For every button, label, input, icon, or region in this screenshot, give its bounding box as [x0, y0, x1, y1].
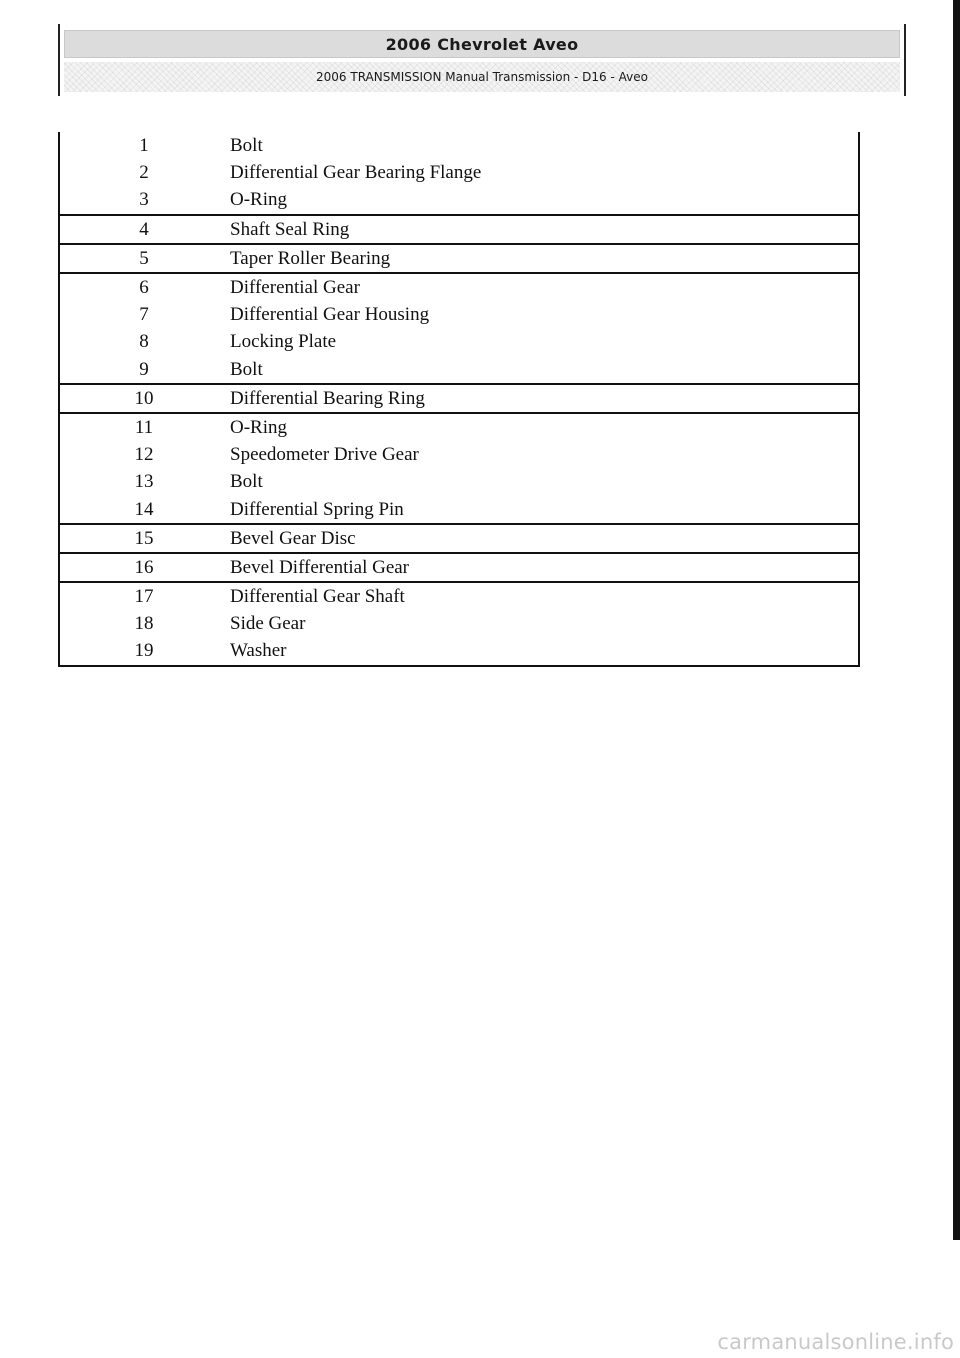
page-edge-rule — [953, 0, 960, 1240]
table-row — [59, 582, 859, 610]
part-number: 18 — [59, 610, 228, 637]
part-number: 3 — [59, 186, 228, 214]
table-row — [59, 468, 859, 495]
part-name: O-Ring — [228, 186, 859, 214]
part-name: Differential Gear Bearing Flange — [228, 159, 859, 186]
table-row — [59, 301, 859, 328]
table-row — [59, 215, 859, 244]
table-row — [59, 637, 859, 665]
table-row — [59, 553, 859, 582]
part-number: 1 — [59, 132, 228, 159]
part-name: Shaft Seal Ring — [228, 215, 859, 244]
part-number: 11 — [59, 413, 228, 441]
table-row — [59, 356, 859, 384]
part-name: Taper Roller Bearing — [228, 244, 859, 273]
table-row — [59, 328, 859, 355]
table-row — [59, 159, 859, 186]
document-title: 2006 Chevrolet Aveo — [64, 30, 900, 58]
part-name: Bolt — [228, 132, 859, 159]
table-row — [59, 273, 859, 301]
table-row — [59, 495, 859, 523]
part-number: 7 — [59, 301, 228, 328]
part-number: 13 — [59, 468, 228, 495]
part-number: 17 — [59, 582, 228, 610]
table-row — [59, 441, 859, 468]
part-number: 16 — [59, 553, 228, 582]
part-number: 12 — [59, 441, 228, 468]
part-number: 2 — [59, 159, 228, 186]
part-number: 6 — [59, 273, 228, 301]
part-name: Bolt — [228, 468, 859, 495]
part-number: 14 — [59, 495, 228, 523]
part-name: O-Ring — [228, 413, 859, 441]
part-name: Washer — [228, 637, 859, 665]
part-name: Bevel Gear Disc — [228, 524, 859, 553]
table-row — [59, 413, 859, 441]
header-left-rule — [58, 24, 60, 96]
table-row — [59, 384, 859, 413]
part-number: 10 — [59, 384, 228, 413]
part-name: Bolt — [228, 356, 859, 384]
document-subtitle: 2006 TRANSMISSION Manual Transmission - D16 - Aveo — [64, 62, 900, 92]
part-name: Bevel Differential Gear — [228, 553, 859, 582]
parts-legend-table — [58, 132, 860, 667]
part-name: Speedometer Drive Gear — [228, 441, 859, 468]
table-row — [59, 244, 859, 273]
table-row — [59, 524, 859, 553]
header-right-rule — [904, 24, 906, 96]
part-name: Locking Plate — [228, 328, 859, 355]
part-name: Differential Gear — [228, 273, 859, 301]
part-number: 8 — [59, 328, 228, 355]
part-number: 5 — [59, 244, 228, 273]
part-number: 4 — [59, 215, 228, 244]
part-number: 15 — [59, 524, 228, 553]
site-watermark: carmanualsonline.info — [717, 1330, 954, 1354]
part-name: Differential Gear Shaft — [228, 582, 859, 610]
part-name: Differential Spring Pin — [228, 495, 859, 523]
part-name: Differential Bearing Ring — [228, 384, 859, 413]
part-number: 19 — [59, 637, 228, 665]
table-row — [59, 610, 859, 637]
page-header — [58, 24, 906, 96]
part-number: 9 — [59, 356, 228, 384]
part-name: Side Gear — [228, 610, 859, 637]
table-row — [59, 132, 859, 159]
table-row — [59, 186, 859, 214]
part-name: Differential Gear Housing — [228, 301, 859, 328]
